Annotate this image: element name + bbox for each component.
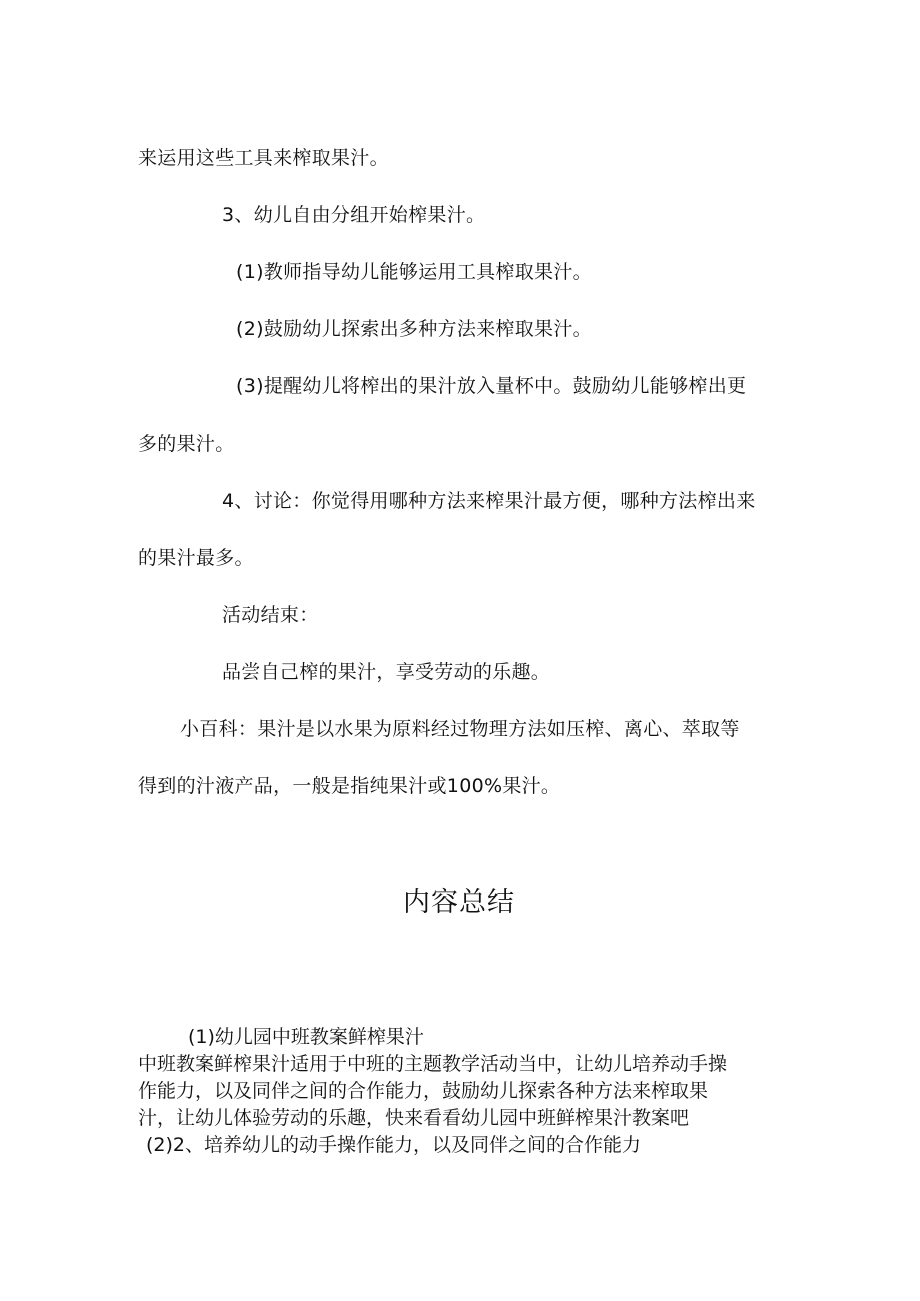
body-line-12: 得到的汁液产品，一般是指纯果汁或100%果汁。 bbox=[138, 775, 561, 797]
summary-heading: 内容总结 bbox=[403, 887, 515, 918]
body-line-4: (2)鼓励幼儿探索出多种方法来榨取果汁。 bbox=[236, 318, 592, 340]
body-line-2: 3、幼儿自由分组开始榨果汁。 bbox=[222, 204, 486, 226]
summary-line-4: 汁，让幼儿体验劳动的乐趣，快来看看幼儿园中班鲜榨果汁教案吧 bbox=[138, 1107, 690, 1129]
summary-line-2: 中班教案鲜榨果汁适用于中班的主题教学活动当中，让幼儿培养动手操 bbox=[138, 1053, 728, 1075]
summary-line-3: 作能力，以及同伴之间的合作能力，鼓励幼儿探索各种方法来榨取果 bbox=[138, 1080, 709, 1102]
body-line-7: 4、讨论：你觉得用哪种方法来榨果汁最方便，哪种方法榨出来 bbox=[222, 490, 756, 512]
body-line-5: (3)提醒幼儿将榨出的果汁放入量杯中。鼓励幼儿能够榨出更 bbox=[236, 375, 747, 397]
body-line-10: 品尝自己榨的果汁，享受劳动的乐趣。 bbox=[222, 661, 551, 683]
summary-line-1: (1)幼儿园中班教案鲜榨果汁 bbox=[188, 1026, 424, 1048]
body-line-6: 多的果汁。 bbox=[138, 433, 235, 455]
summary-line-5: (2)2、培养幼儿的动手操作能力，以及同伴之间的合作能力 bbox=[146, 1134, 642, 1156]
body-line-9: 活动结束： bbox=[222, 604, 319, 626]
body-line-3: (1)教师指导幼儿能够运用工具榨取果汁。 bbox=[236, 261, 592, 283]
body-line-11: 小百科：果汁是以水果为原料经过物理方法如压榨、离心、萃取等 bbox=[180, 718, 740, 740]
body-line-1: 来运用这些工具来榨取果汁。 bbox=[138, 147, 389, 169]
body-line-8: 的果汁最多。 bbox=[138, 547, 254, 569]
